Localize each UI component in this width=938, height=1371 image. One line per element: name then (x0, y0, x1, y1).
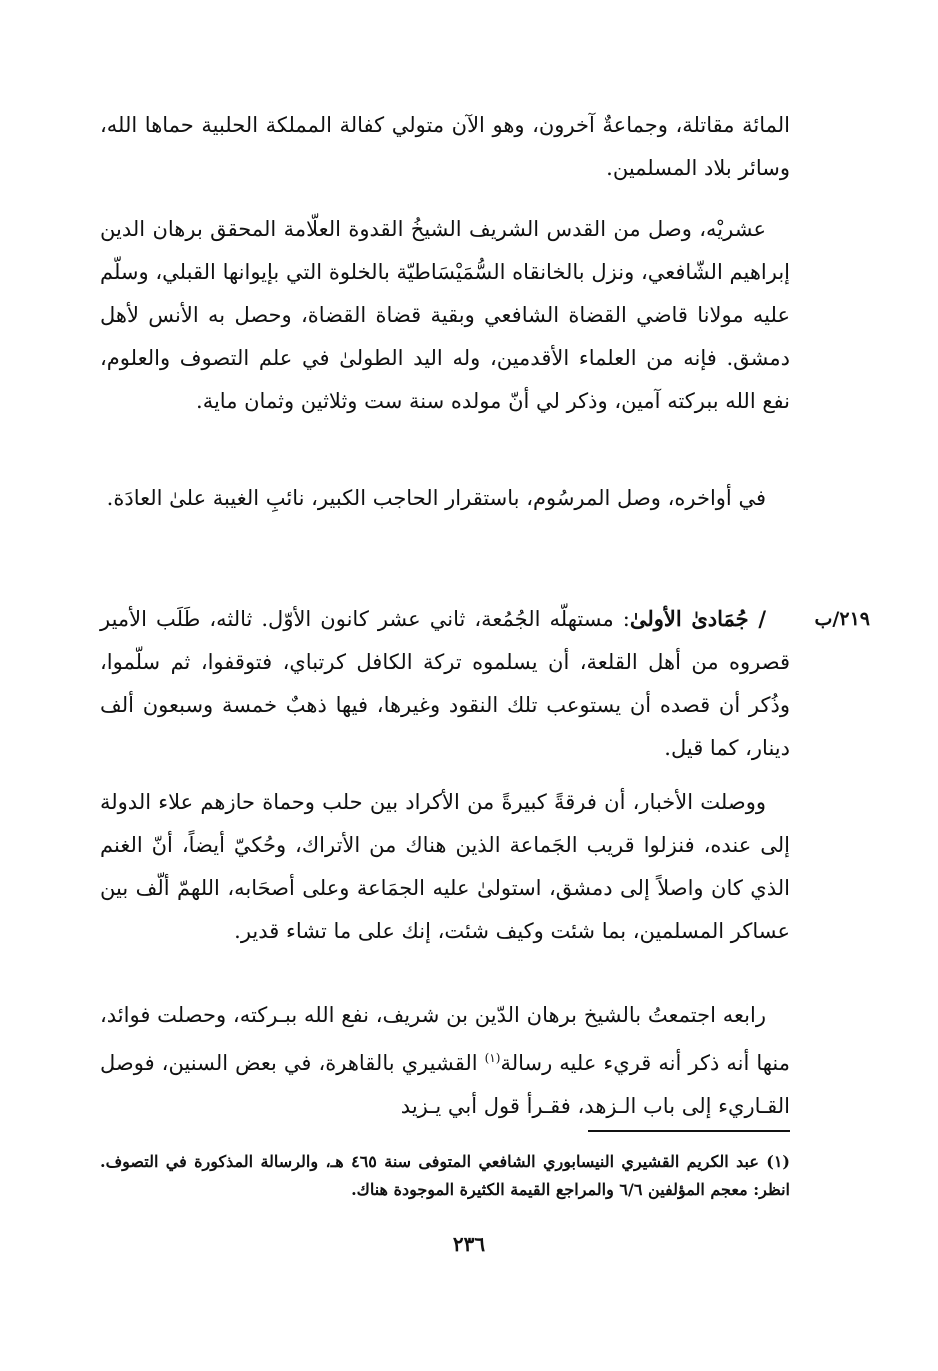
paragraph-6-part-1: رابعه اجتمعتُ بالشيخ برهان الدّين بن شريف، نفع الله ببـركته، وحصلت فوائد، منها أنه ذكر أنه قريء عليه رسالة (100, 1003, 790, 1075)
paragraph-5 (100, 781, 790, 953)
paragraph-2 (100, 208, 790, 423)
paragraph-6-text (100, 994, 790, 1128)
page-number: ٢٣٦ (452, 1232, 486, 1256)
footnote: (١) عبد الكريم القشيري النيسابوري الشافعي المتوفى سنة ٤٦٥ هـ، والرسالة المذكورة في التصوف. انظر: معجم المؤلفين ٦/٦ والمراجع القيمة الكثيرة الموجودة هناك. (100, 1152, 790, 1199)
paragraph-1 (100, 104, 790, 190)
footnote-reference: (١) (484, 1051, 501, 1065)
paragraph-5-text: ووصلت الأخبار، أن فرقةً كبيرةً من الأكراد بين حلب وحماة حازهم علاء الدولة إلى عنده، فنزلوا قريب الجَماعة الذين هناك من الأتراك، وحُكيّ أيضاً، أنّ الغنم الذي كان واصلاً إلى دمشق، استولىٰ عليه الجمَاعة وعلى أصحَابه، اللهمّ ألّف بين عساكر المسلمين، بما شئت وكيف شئت، إنك على ما تشاء قدير. (100, 790, 790, 943)
paragraph-6-part-2: القشيري بالقاهرة، في بعض السنين، فوصل القـاريء إلى باب الـزهد، فقـرأ قول أبي يـزيد (100, 1051, 790, 1118)
paragraph-4 (100, 597, 790, 770)
paragraph-2-text: عشريْه، وصل من القدس الشريف الشيخُ القدوة العلّامة المحقق برهان الدين إبراهيم الشّافعي، ونزل بالخانقاه السُّمَيْسَاطيّة بالخلوة التي بإيوانها القبلي، وسلّم عليه مولانا قاضي القضاة الشافعي وبقية قضاة القضاة، وحصل به الأنس لأهل دمشق. فإنه من العلماء الأقدمين، وله اليد الطولىٰ في علم التصوف والعلوم، نفع الله ببركته آمين، وذكر لي أنّ مولده سنة ست وثلاثين وثمان ماية. (100, 217, 790, 413)
paragraph-4-text (100, 597, 790, 770)
marginal-folio-number: ٢١٩/ب (814, 608, 870, 630)
section-heading: / جُمَادىٰ الأولىٰ (629, 606, 766, 631)
paragraph-4-rest: : مستهلّه الجُمُعة، ثاني عشر كانون الأوّل. ثالثه، طَلَب الأمير قصروه من أهل القلعة، أن يسلموه تركة الكافل كرتباي، فتوقفوا، ثم سلّموا، وذُكر أن قصده أن يستوعب تلك النقود وغيرها، فيها ذهبٌ خمسة وسبعون ألف دينار، كما قيل. (100, 607, 790, 760)
footnote-separator (588, 1130, 790, 1132)
paragraph-6 (100, 994, 790, 1128)
paragraph-3 (100, 477, 790, 520)
paragraph-1-text: المائة مقاتلة، وجماعةٌ آخرون، وهو الآن متولي كفالة المملكة الحلبية حماها الله، وسائر بلاد المسلمين. (100, 113, 790, 180)
paragraph-3-text: في أواخره، وصل المرسُوم، باستقرار الحاجب الكبير، نائبِ الغيبة علىٰ العادَة. (106, 486, 766, 510)
